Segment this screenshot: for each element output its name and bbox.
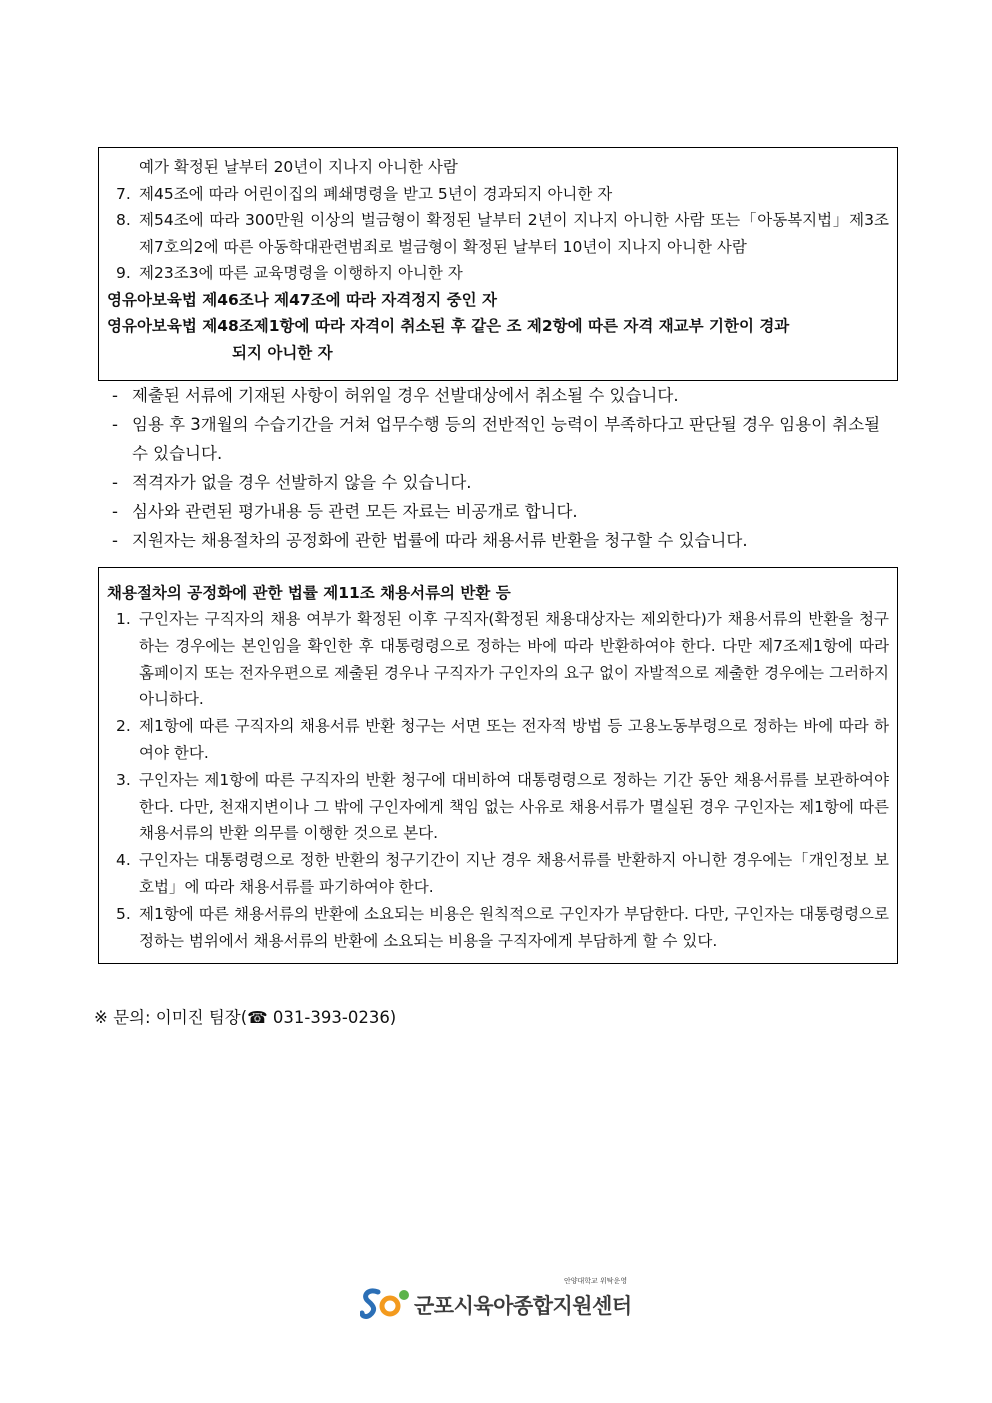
- law-excerpt-box: [98, 567, 898, 964]
- note-item: [110, 497, 890, 526]
- dash-bullet: -: [112, 502, 118, 521]
- law-title: 채용절차의 공정화에 관한 법률 제11조 채용서류의 반환 등: [107, 584, 511, 602]
- logo-subtitle: 안양대학교 위탁운영: [564, 1277, 628, 1285]
- item-number: 5.: [116, 904, 131, 923]
- item-text: 구인자는 제1항에 따른 구직자의 반환 청구에 대비하여 대통령령으로 정하는 기간 동안 채용서류를 보관하여야 한다. 다만, 천재지변이나 그 밖에 구인자에게 책임 없는 사유로 채용서류가 멸실된 경우 구인자는 제1항에 따른 채용서류의 반환 의무를 이행한 것으로 본다.: [139, 770, 889, 843]
- note-text: 제출된 서류에 기재된 사항이 허위일 경우 선발대상에서 취소될 수 있습니다.: [132, 386, 679, 405]
- item-number: 2.: [116, 717, 131, 736]
- note-item: [110, 468, 890, 497]
- item-number: 8.: [116, 211, 131, 229]
- notes-list: [110, 381, 890, 555]
- item-text: 제45조에 따라 어린이집의 폐쇄명령을 받고 5년이 경과되지 아니한 자: [139, 184, 613, 203]
- note-text: 지원자는 채용절차의 공정화에 관한 법률에 따라 채용서류 반환을 청구할 수 있습니다.: [132, 531, 748, 550]
- item-text: 제54조에 따라 300만원 이상의 벌금형이 확정된 날부터 2년이 지나지 아니한 사람 또는「아동복지법」제3조제7호의2에 따른 아동학대관련범죄로 벌금형이 확정된 날부터 10년이 지나지 아니한 사람: [139, 211, 889, 256]
- item-number: 4.: [116, 851, 131, 870]
- bold-clause-2-cont: 되지 아니한 자: [232, 343, 333, 362]
- bold-clause-1: 영유아보육법 제46조나 제47조에 따라 자격정지 중인 자: [107, 290, 497, 309]
- contact-line: ※ 문의: 이미진 팀장(☎ 031-393-0236): [94, 1008, 397, 1027]
- dash-bullet: -: [112, 386, 118, 405]
- item-number: 9.: [116, 264, 131, 282]
- list-item: [107, 767, 889, 847]
- list-item: [107, 181, 889, 208]
- note-item: [110, 381, 890, 410]
- disqualification-box: [98, 147, 898, 381]
- list-item: [107, 606, 889, 713]
- item-text: 제1항에 따른 구직자의 채용서류 반환 청구는 서면 또는 전자적 방법 등 고용노동부령으로 정하는 바에 따라 하여야 한다.: [139, 717, 889, 762]
- item-text: 제1항에 따른 채용서류의 반환에 소요되는 비용은 원칙적으로 구인자가 부담한다. 다만, 구인자는 대통령령으로 정하는 범위에서 채용서류의 반환에 소요되는 비용을 구직자에게 부담하게 할 수 있다.: [139, 904, 889, 950]
- dash-bullet: -: [112, 473, 118, 492]
- center-logo: [360, 1276, 640, 1322]
- note-item: [110, 526, 890, 555]
- item-number: 1.: [116, 610, 131, 628]
- logo-mark-icon: [360, 1286, 412, 1320]
- note-item: [110, 410, 890, 468]
- item-text: 제23조3에 따른 교육명령을 이행하지 아니한 자: [139, 264, 463, 282]
- list-item: [107, 713, 889, 767]
- note-text: 임용 후 3개월의 수습기간을 거쳐 업무수행 등의 전반적인 능력이 부족하다고 판단될 경우 임용이 취소될 수 있습니다.: [132, 415, 881, 463]
- note-text: 심사와 관련된 평가내용 등 관련 모든 자료는 비공개로 합니다.: [132, 502, 578, 521]
- dash-bullet: -: [112, 531, 118, 550]
- item-text: 구인자는 구직자의 채용 여부가 확정된 이후 구직자(확정된 채용대상자는 제외한다)가 채용서류의 반환을 청구하는 경우에는 본인임을 확인한 후 대통령령으로 정하는 바에 따라 반환하여야 한다. 다만 제7조제1항에 따라 홈페이지 또는 전자우편으로 제출된 경우나 구직자가 구인자의 요구 없이 자발적으로 제출한 경우에는 그러하지 아니하다.: [139, 610, 889, 709]
- list-item: [107, 260, 889, 287]
- continuation-text: 예가 확정된 날부터 20년이 지나지 아니한 사람: [139, 158, 458, 176]
- bold-clause-2: 영유아보육법 제48조제1항에 따라 자격이 취소된 후 같은 조 제2항에 따른 자격 재교부 기한이 경과: [107, 317, 790, 335]
- item-number: 7.: [116, 184, 131, 203]
- item-text: 구인자는 대통령령으로 정한 반환의 청구기간이 지난 경우 채용서류를 반환하지 아니한 경우에는「개인정보 보호법」에 따라 채용서류를 파기하여야 한다.: [139, 851, 889, 896]
- item-number: 3.: [116, 770, 131, 789]
- logo-name: 군포시육아종합지원센터: [414, 1294, 632, 1318]
- note-text: 적격자가 없을 경우 선발하지 않을 수 있습니다.: [132, 473, 472, 492]
- list-item: [107, 207, 889, 260]
- list-item: [107, 847, 889, 901]
- dash-bullet: -: [112, 415, 118, 434]
- list-item: [107, 901, 889, 955]
